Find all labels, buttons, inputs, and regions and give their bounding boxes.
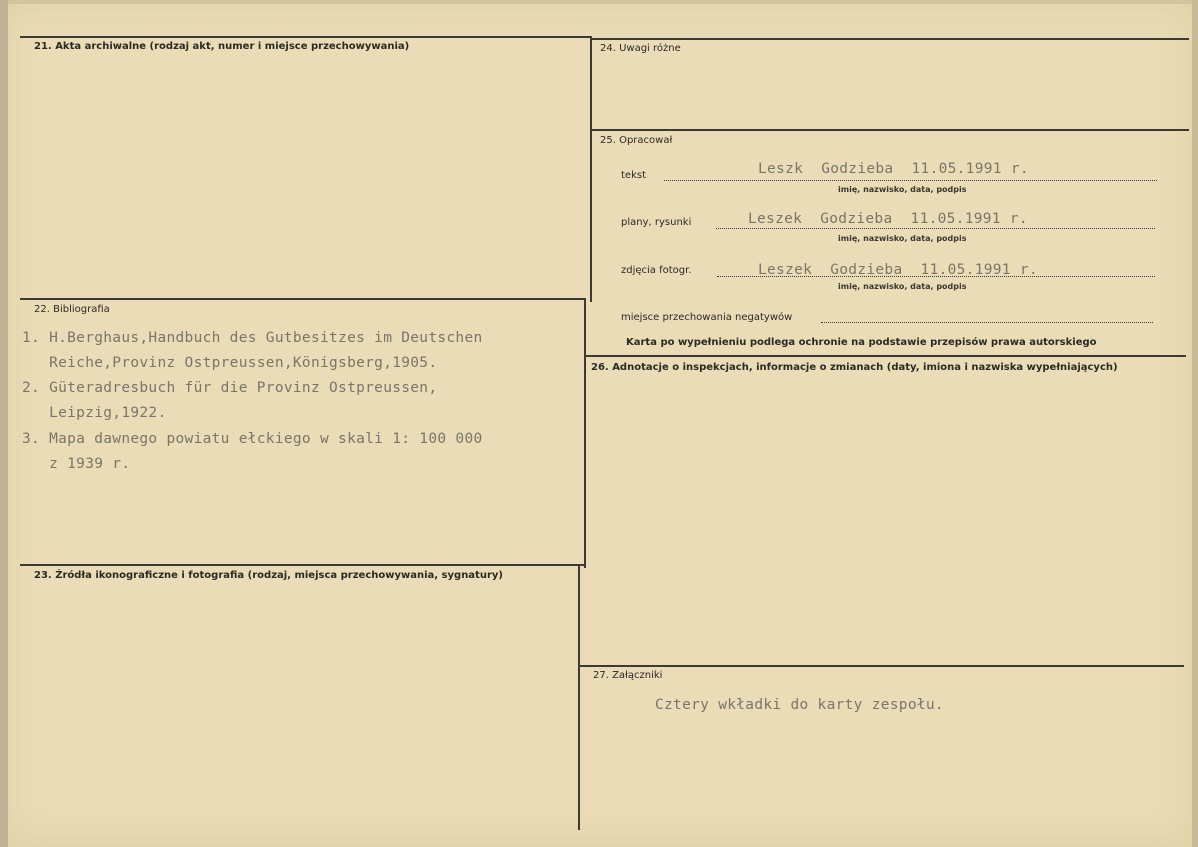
divider-26-27 (580, 665, 1184, 667)
left-column-divider-top (590, 37, 592, 302)
section-22-label: 22. Bibliografia (34, 304, 110, 315)
author-drawings-line (716, 228, 1155, 229)
divider-24-25 (592, 129, 1189, 131)
bibliography-line-1: 1. H.Berghaus,Handbuch des Gutbesitzes im Deutschen (22, 330, 483, 346)
negatives-line (821, 322, 1153, 323)
author-photos-caption: imię, nazwisko, data, podpis (838, 282, 967, 291)
top-divider-left (20, 36, 592, 38)
section-23-label: 23. Źródła ikonograficzne i fotografia (rodzaj, miejsca przechowywania, sygnatury) (34, 570, 503, 581)
bibliography-line-2: Reiche,Provinz Ostpreussen,Königsberg,1905. (22, 355, 438, 371)
author-drawings-caption: imię, nazwisko, data, podpis (838, 234, 967, 243)
section-24-label: 24. Uwagi różne (600, 43, 681, 54)
section-27-label: 27. Załączniki (593, 670, 663, 681)
author-photos-value: Leszek Godzieba 11.05.1991 r. (758, 262, 1038, 278)
section-25-label: 25. Opracował (600, 135, 673, 146)
left-column-divider-bottom (578, 566, 580, 830)
author-photos-label: zdjęcia fotogr. (621, 265, 692, 276)
left-column-divider-mid (584, 300, 586, 568)
divider-21-22 (20, 298, 586, 300)
bibliography-line-4: Leipzig,1922. (22, 405, 167, 421)
author-text-label: tekst (621, 170, 646, 181)
author-text-line (664, 180, 1157, 181)
section-26-label: 26. Adnotacje o inspekcjach, informacje o zmianach (daty, imiona i nazwiska wypełniających) (591, 362, 1118, 373)
author-text-caption: imię, nazwisko, data, podpis (838, 185, 967, 194)
author-drawings-label: plany, rysunki (621, 217, 692, 228)
divider-22-23 (20, 564, 586, 566)
copyright-note: Karta po wypełnieniu podlega ochronie na podstawie przepisów prawa autorskiego (626, 337, 1097, 348)
top-divider-right (592, 38, 1189, 40)
card-edge-right (1192, 0, 1198, 847)
author-text-value: Leszk Godzieba 11.05.1991 r. (758, 161, 1029, 177)
author-drawings-value: Leszek Godzieba 11.05.1991 r. (748, 211, 1028, 227)
section-21-label: 21. Akta archiwalne (rodzaj akt, numer i miejsce przechowywania) (34, 41, 410, 52)
bibliography-line-3: 2. Güteradresbuch für die Provinz Ostpreussen, (22, 380, 438, 396)
divider-25-26 (586, 355, 1186, 357)
negatives-label: miejsce przechowania negatywów (621, 312, 793, 323)
card-edge-left (0, 0, 8, 847)
attachments-value: Cztery wkładki do karty zespołu. (655, 697, 944, 713)
bibliography-line-6: z 1939 r. (22, 456, 131, 472)
card-edge-top (0, 0, 1198, 4)
bibliography-line-5: 3. Mapa dawnego powiatu ełckiego w skali 1: 100 000 (22, 431, 483, 447)
